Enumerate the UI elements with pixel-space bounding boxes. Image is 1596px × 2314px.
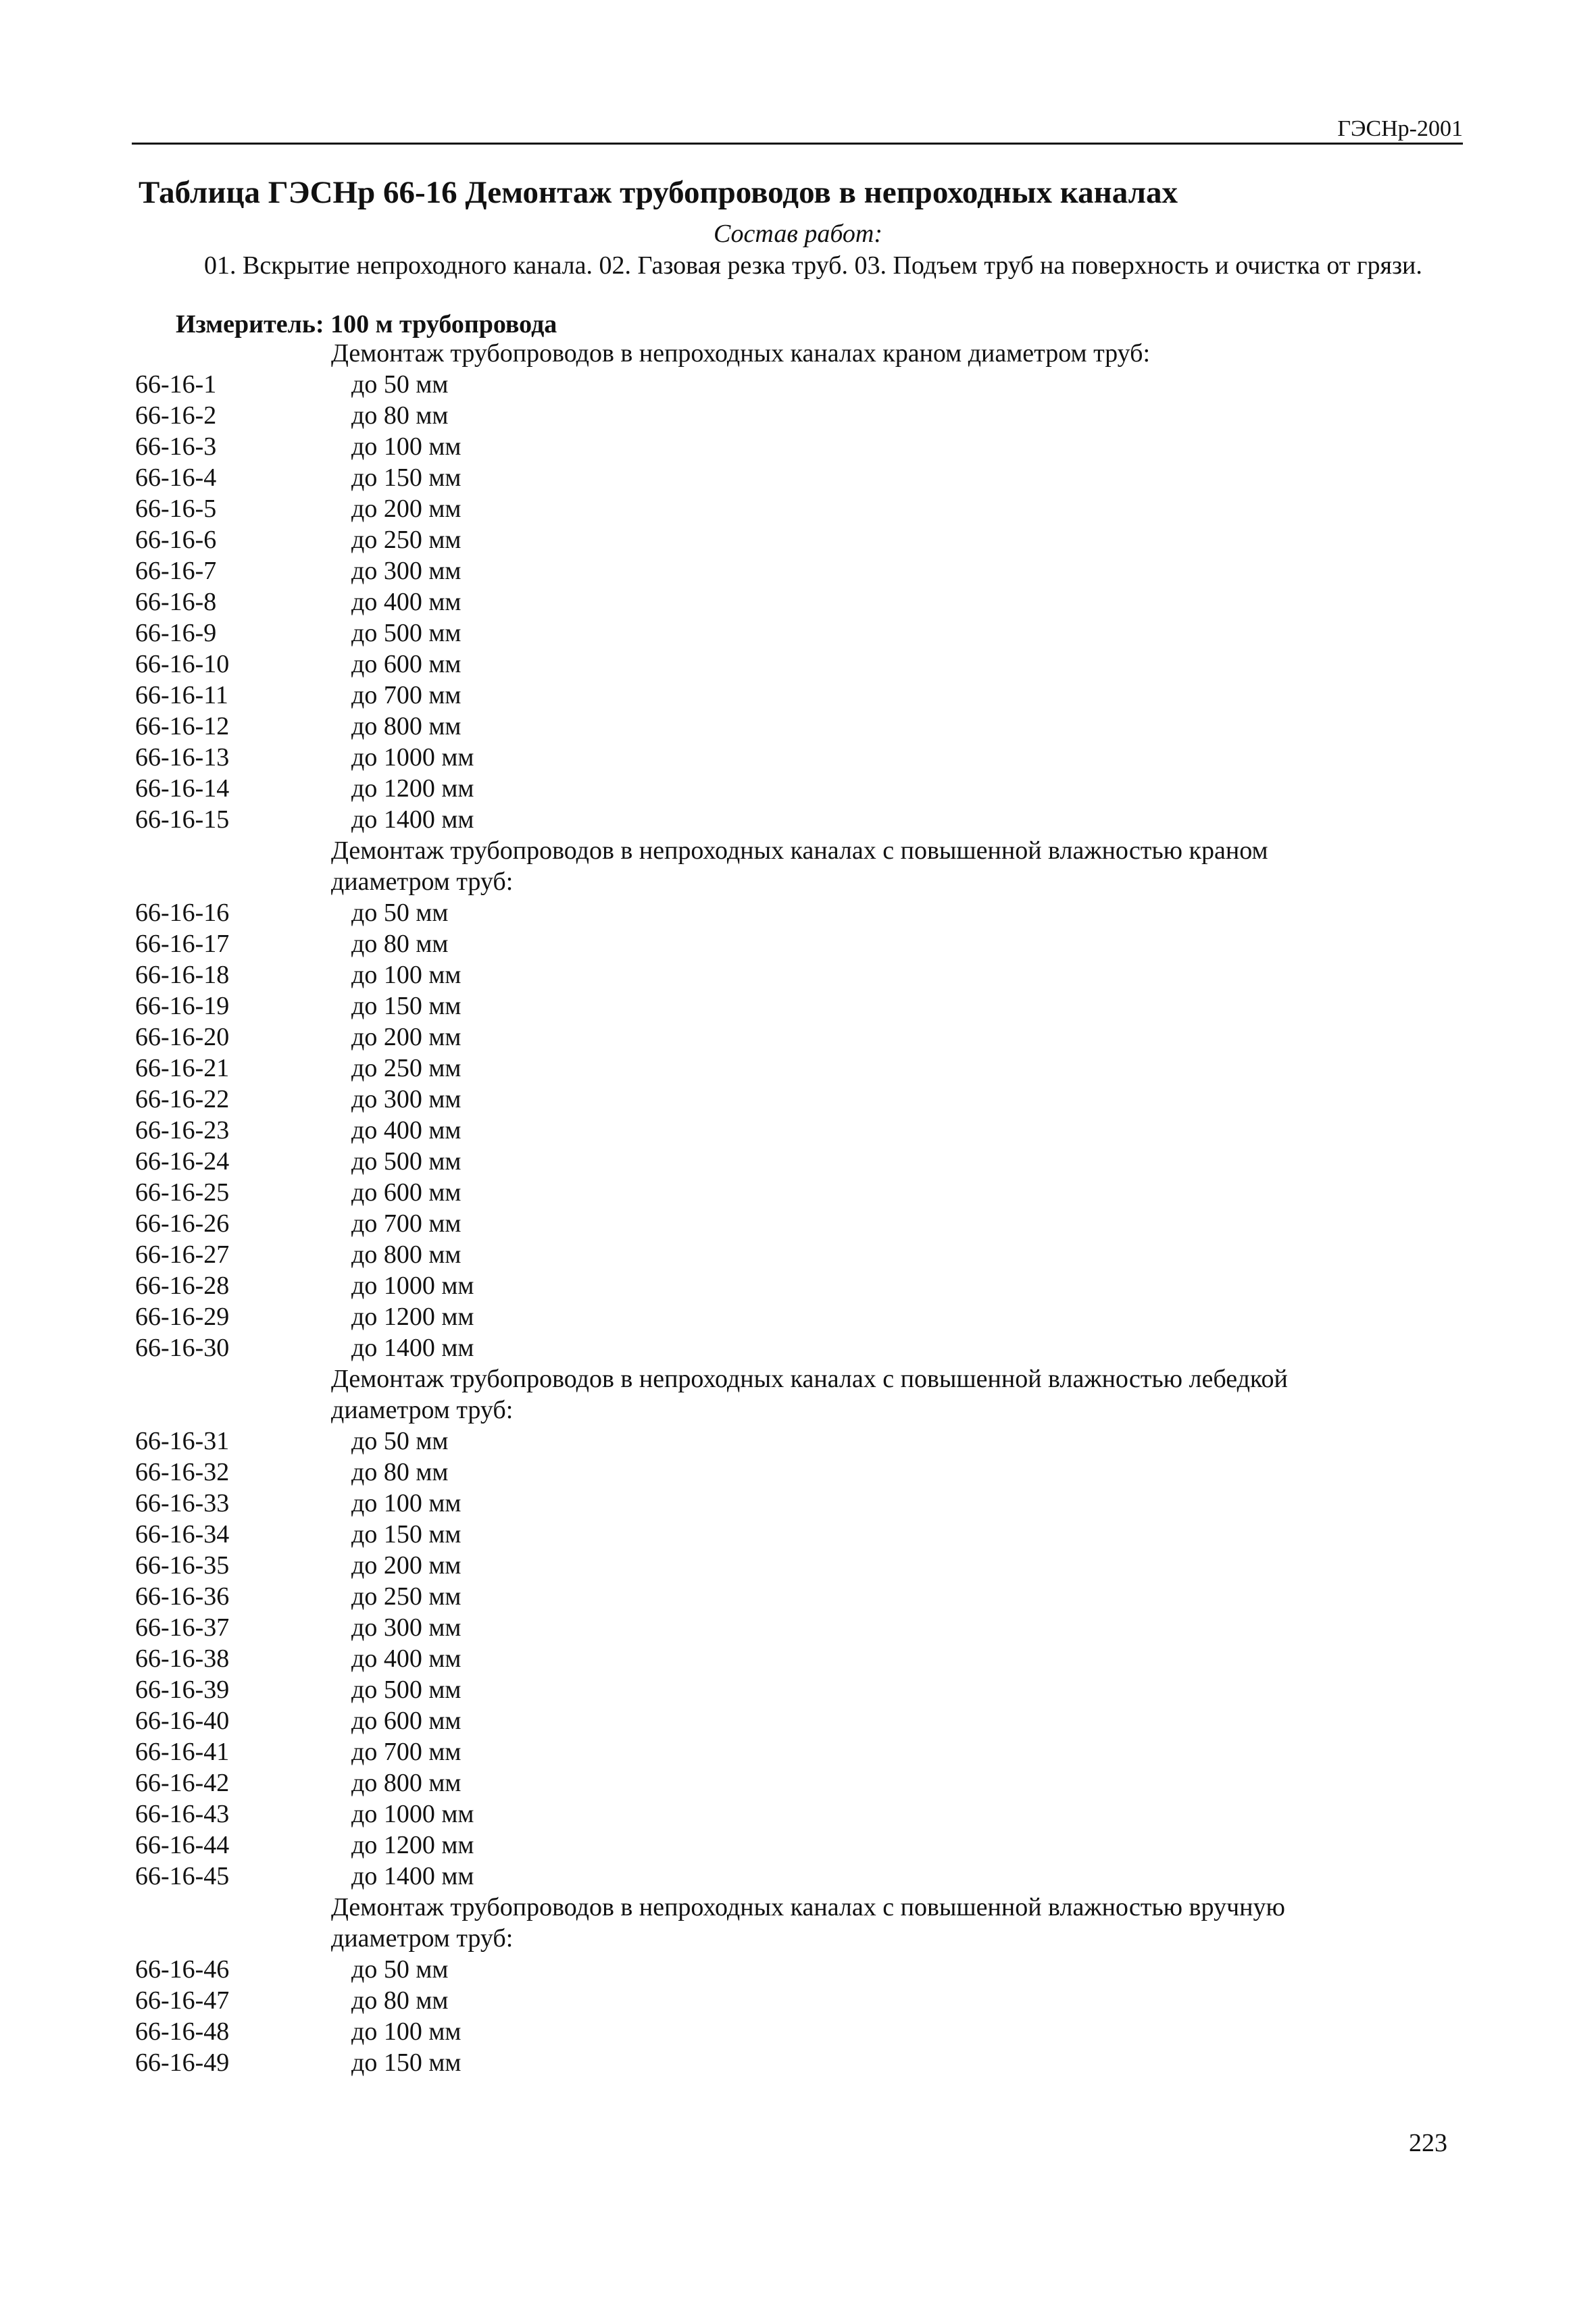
- pipe-diameter: до 250 мм: [351, 1582, 462, 1611]
- norm-row: [0, 959, 1596, 990]
- norm-row: [0, 1488, 1596, 1519]
- norm-row: [0, 1208, 1596, 1239]
- norm-code: 66-16-7: [135, 557, 217, 585]
- norm-row: [0, 1270, 1596, 1301]
- pipe-diameter: до 50 мм: [351, 1955, 449, 1984]
- pipe-diameter: до 250 мм: [351, 526, 462, 554]
- norm-row: [0, 1332, 1596, 1363]
- pipe-diameter: до 700 мм: [351, 1209, 462, 1238]
- norm-row: [0, 680, 1596, 711]
- norm-code: 66-16-47: [135, 1986, 230, 2015]
- pipe-diameter: до 1200 мм: [351, 1831, 474, 1859]
- norm-row: [0, 400, 1596, 431]
- pipe-diameter: до 1000 мм: [351, 1800, 474, 1828]
- running-header: [132, 114, 1463, 145]
- norm-code: 66-16-30: [135, 1334, 230, 1362]
- norm-row: [0, 1115, 1596, 1146]
- norm-code: 66-16-6: [135, 526, 217, 554]
- norm-code: 66-16-33: [135, 1489, 230, 1517]
- norm-code: 66-16-26: [135, 1209, 230, 1238]
- norm-row: [0, 990, 1596, 1022]
- norm-row: [0, 1581, 1596, 1612]
- norm-code: 66-16-48: [135, 2017, 230, 2046]
- norm-code: 66-16-31: [135, 1427, 230, 1455]
- pipe-diameter: до 600 мм: [351, 1178, 462, 1207]
- pipe-diameter: до 500 мм: [351, 619, 462, 647]
- norm-row: [0, 586, 1596, 618]
- pipe-diameter: до 300 мм: [351, 1085, 462, 1113]
- norm-row: [0, 1674, 1596, 1705]
- pipe-diameter: до 1200 мм: [351, 774, 474, 803]
- norm-code: 66-16-25: [135, 1178, 230, 1207]
- norm-code: 66-16-19: [135, 992, 230, 1020]
- norm-code: 66-16-8: [135, 588, 217, 616]
- norm-code: 66-16-5: [135, 495, 217, 523]
- norm-code: 66-16-9: [135, 619, 217, 647]
- norm-row: [0, 897, 1596, 928]
- norm-code: 66-16-46: [135, 1955, 230, 1984]
- pipe-diameter: до 500 мм: [351, 1147, 462, 1176]
- norm-code: 66-16-39: [135, 1676, 230, 1704]
- pipe-diameter: до 150 мм: [351, 1520, 462, 1549]
- pipe-diameter: до 50 мм: [351, 370, 449, 399]
- norm-row: [0, 1830, 1596, 1861]
- norm-row: [0, 1426, 1596, 1457]
- pipe-diameter: до 50 мм: [351, 899, 449, 927]
- norm-row: [0, 1985, 1596, 2016]
- norm-code: 66-16-34: [135, 1520, 230, 1549]
- norm-code: 66-16-15: [135, 805, 230, 834]
- pipe-diameter: до 80 мм: [351, 401, 449, 430]
- norm-row: [0, 773, 1596, 804]
- pipe-diameter: до 100 мм: [351, 961, 462, 989]
- norm-row: [0, 1177, 1596, 1208]
- pipe-diameter: до 1400 мм: [351, 1862, 474, 1890]
- norm-row: [0, 2016, 1596, 2047]
- norm-code: 66-16-42: [135, 1769, 230, 1797]
- pipe-diameter: до 80 мм: [351, 1458, 449, 1486]
- norm-row: [0, 493, 1596, 524]
- norm-code: 66-16-17: [135, 930, 230, 958]
- norm-code: 66-16-16: [135, 899, 230, 927]
- group-title: Демонтаж трубопроводов в непроходных каналах с повышенной влажностью краном диаметром труб:: [331, 836, 1268, 896]
- norm-code: 66-16-3: [135, 432, 217, 461]
- norm-code: 66-16-45: [135, 1862, 230, 1890]
- composition-text: 01. Вскрытие непроходного канала. 02. Газовая резка труб. 03. Подъем труб на поверхность и очистка от грязи.: [204, 251, 1422, 280]
- norm-code: 66-16-22: [135, 1085, 230, 1113]
- pipe-diameter: до 80 мм: [351, 930, 449, 958]
- pipe-diameter: до 50 мм: [351, 1427, 449, 1455]
- pipe-diameter: до 700 мм: [351, 1738, 462, 1766]
- pipe-diameter: до 400 мм: [351, 588, 462, 616]
- norm-row: [0, 804, 1596, 835]
- pipe-diameter: до 600 мм: [351, 650, 462, 678]
- norm-row: [0, 1084, 1596, 1115]
- pipe-diameter: до 150 мм: [351, 463, 462, 492]
- norm-row: [0, 1301, 1596, 1332]
- norm-row: [0, 1954, 1596, 1985]
- norm-code: 66-16-32: [135, 1458, 230, 1486]
- norms-list: [0, 338, 1596, 2078]
- norm-code: 66-16-21: [135, 1054, 230, 1082]
- norm-row: [0, 742, 1596, 773]
- pipe-diameter: до 100 мм: [351, 432, 462, 461]
- pipe-diameter: до 1400 мм: [351, 805, 474, 834]
- pipe-diameter: до 100 мм: [351, 1489, 462, 1517]
- norm-code: 66-16-35: [135, 1551, 230, 1580]
- norm-row: [0, 1705, 1596, 1736]
- norm-code: 66-16-29: [135, 1303, 230, 1331]
- norm-row: [0, 431, 1596, 462]
- norm-row: [0, 618, 1596, 649]
- norm-row: [0, 2047, 1596, 2078]
- pipe-diameter: до 200 мм: [351, 1023, 462, 1051]
- pipe-diameter: до 1200 мм: [351, 1303, 474, 1331]
- page-number: 223: [1409, 2129, 1447, 2157]
- norm-row: [0, 649, 1596, 680]
- norm-code: 66-16-43: [135, 1800, 230, 1828]
- pipe-diameter: до 150 мм: [351, 992, 462, 1020]
- pipe-diameter: до 300 мм: [351, 557, 462, 585]
- pipe-diameter: до 800 мм: [351, 1769, 462, 1797]
- norm-code: 66-16-37: [135, 1613, 230, 1642]
- pipe-diameter: до 1400 мм: [351, 1334, 474, 1362]
- norm-row: [0, 1239, 1596, 1270]
- header-rule: [132, 143, 1463, 145]
- pipe-diameter: до 100 мм: [351, 2017, 462, 2046]
- pipe-diameter: до 200 мм: [351, 1551, 462, 1580]
- pipe-diameter: до 200 мм: [351, 495, 462, 523]
- group-title: Демонтаж трубопроводов в непроходных каналах краном диаметром труб:: [331, 339, 1151, 368]
- norm-code: 66-16-14: [135, 774, 230, 803]
- norm-row: [0, 1612, 1596, 1643]
- table-title: Таблица ГЭСНр 66-16 Демонтаж трубопроводов в непроходных каналах: [139, 175, 1178, 210]
- norm-row: [0, 524, 1596, 555]
- norm-code: 66-16-49: [135, 2048, 230, 2077]
- pipe-diameter: до 1000 мм: [351, 1272, 474, 1300]
- norm-code: 66-16-20: [135, 1023, 230, 1051]
- pipe-diameter: до 300 мм: [351, 1613, 462, 1642]
- pipe-diameter: до 800 мм: [351, 1240, 462, 1269]
- running-title: ГЭСНр-2001: [1337, 116, 1463, 141]
- pipe-diameter: до 400 мм: [351, 1116, 462, 1145]
- norm-code: 66-16-38: [135, 1644, 230, 1673]
- measure-unit: Измеритель: 100 м трубопровода: [176, 310, 557, 338]
- norm-code: 66-16-28: [135, 1272, 230, 1300]
- pipe-diameter: до 1000 мм: [351, 743, 474, 772]
- pipe-diameter: до 400 мм: [351, 1644, 462, 1673]
- norm-code: 66-16-40: [135, 1707, 230, 1735]
- norm-code: 66-16-36: [135, 1582, 230, 1611]
- norm-code: 66-16-10: [135, 650, 230, 678]
- norm-code: 66-16-41: [135, 1738, 230, 1766]
- pipe-diameter: до 600 мм: [351, 1707, 462, 1735]
- pipe-diameter: до 150 мм: [351, 2048, 462, 2077]
- norm-code: 66-16-24: [135, 1147, 230, 1176]
- norm-row: [0, 1861, 1596, 1892]
- norm-code: 66-16-1: [135, 370, 217, 399]
- norm-code: 66-16-12: [135, 712, 230, 740]
- norm-row: [0, 1799, 1596, 1830]
- norm-row: [0, 1053, 1596, 1084]
- norm-row: [0, 555, 1596, 586]
- norm-code: 66-16-11: [135, 681, 228, 709]
- pipe-diameter: до 80 мм: [351, 1986, 449, 2015]
- norm-row: [0, 928, 1596, 959]
- group-title: Демонтаж трубопроводов в непроходных каналах с повышенной влажностью лебедкой диаметром труб:: [331, 1365, 1288, 1424]
- norm-row: [0, 462, 1596, 493]
- norm-code: 66-16-23: [135, 1116, 230, 1145]
- norm-code: 66-16-13: [135, 743, 230, 772]
- norm-code: 66-16-44: [135, 1831, 230, 1859]
- pipe-diameter: до 700 мм: [351, 681, 462, 709]
- norm-code: 66-16-27: [135, 1240, 230, 1269]
- norm-row: [0, 1767, 1596, 1799]
- norm-row: [0, 1519, 1596, 1550]
- norm-row: [0, 1022, 1596, 1053]
- pipe-diameter: до 250 мм: [351, 1054, 462, 1082]
- norm-code: 66-16-18: [135, 961, 230, 989]
- norm-row: [0, 1457, 1596, 1488]
- norm-row: [0, 369, 1596, 400]
- group-title: Демонтаж трубопроводов в непроходных каналах с повышенной влажностью вручную диаметром труб:: [331, 1893, 1285, 1953]
- norm-row: [0, 1643, 1596, 1674]
- norm-row: [0, 1146, 1596, 1177]
- pipe-diameter: до 800 мм: [351, 712, 462, 740]
- norm-row: [0, 1550, 1596, 1581]
- composition-heading: Состав работ:: [713, 220, 883, 248]
- norm-row: [0, 1736, 1596, 1767]
- norm-code: 66-16-4: [135, 463, 217, 492]
- norm-code: 66-16-2: [135, 401, 217, 430]
- pipe-diameter: до 500 мм: [351, 1676, 462, 1704]
- norm-row: [0, 711, 1596, 742]
